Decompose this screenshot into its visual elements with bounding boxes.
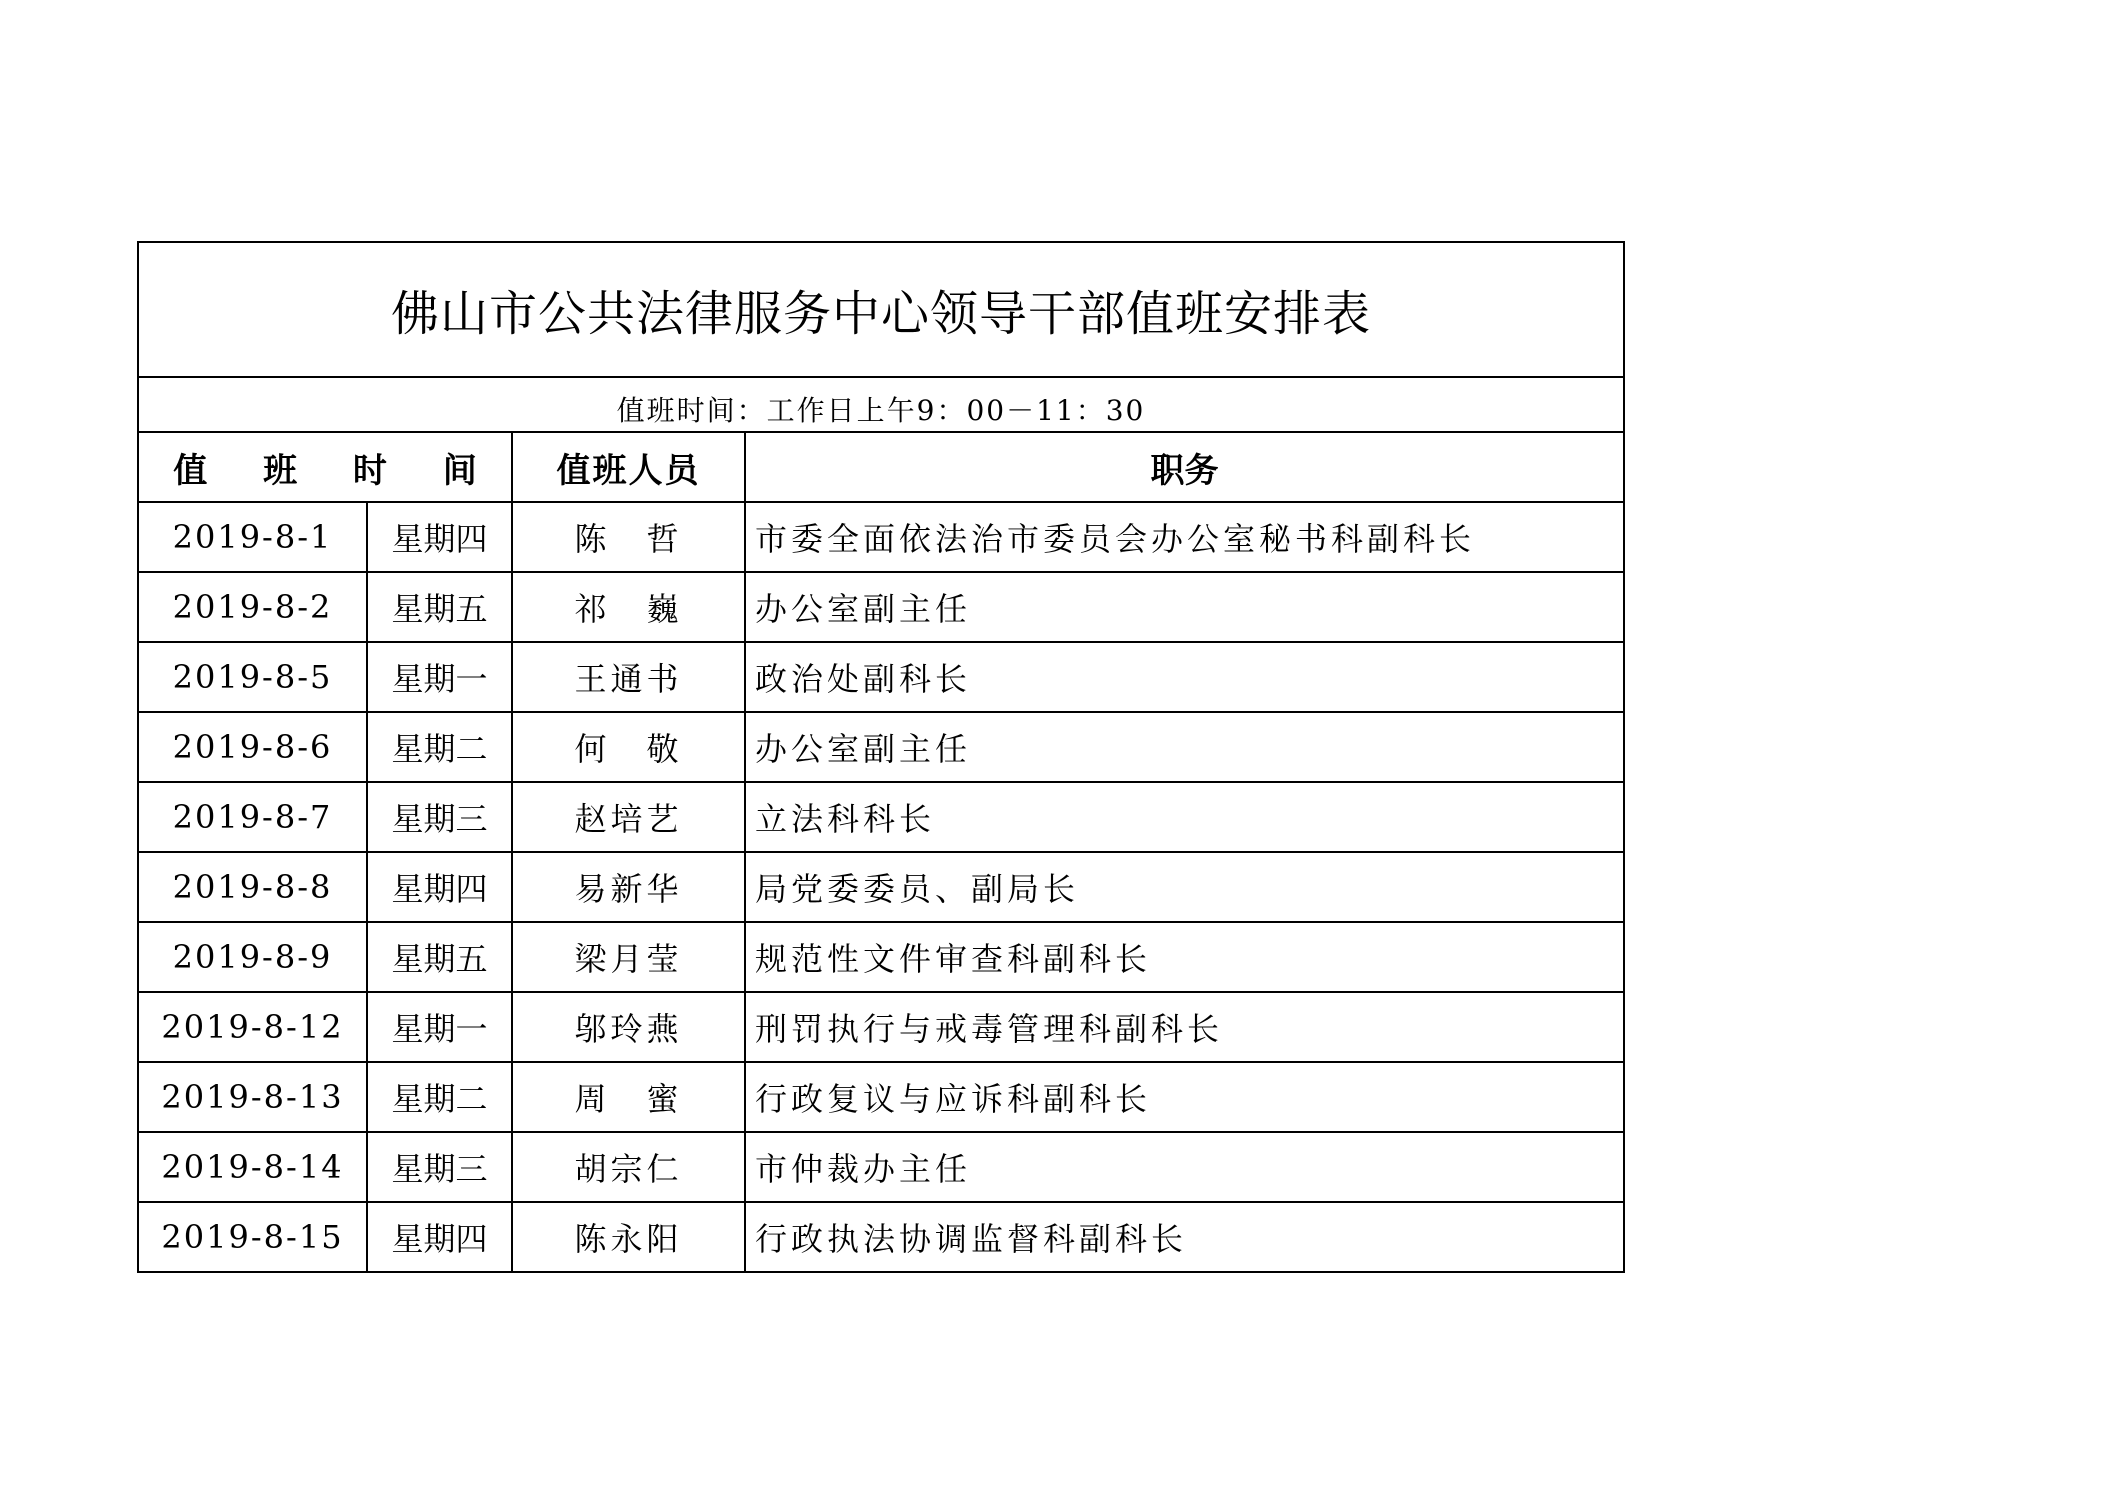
table-row xyxy=(138,1202,1624,1272)
position-cell: 市仲裁办主任 xyxy=(745,1132,1624,1202)
weekday-cell: 星期三 xyxy=(367,782,512,852)
date-cell: 2019-8-7 xyxy=(138,782,367,852)
weekday-cell: 星期三 xyxy=(367,1132,512,1202)
weekday-cell: 星期五 xyxy=(367,572,512,642)
duty-person-cell: 易新华 xyxy=(512,852,745,922)
duty-person-cell: 陈永阳 xyxy=(512,1202,745,1272)
date-cell: 2019-8-12 xyxy=(138,992,367,1062)
duty-person-cell: 梁月莹 xyxy=(512,922,745,992)
weekday-cell: 星期四 xyxy=(367,1202,512,1272)
position-cell: 立法科科长 xyxy=(745,782,1624,852)
position-cell: 行政复议与应诉科副科长 xyxy=(745,1062,1624,1132)
table-row xyxy=(138,992,1624,1062)
date-cell: 2019-8-13 xyxy=(138,1062,367,1132)
date-cell: 2019-8-14 xyxy=(138,1132,367,1202)
header-duty-time: 值 班 时 间 xyxy=(138,432,512,502)
position-cell: 规范性文件审查科副科长 xyxy=(745,922,1624,992)
header-duty-person: 值班人员 xyxy=(512,432,745,502)
date-cell: 2019-8-6 xyxy=(138,712,367,782)
position-cell: 行政执法协调监督科副科长 xyxy=(745,1202,1624,1272)
table-row xyxy=(138,502,1624,572)
weekday-cell: 星期二 xyxy=(367,712,512,782)
table-row xyxy=(138,852,1624,922)
position-cell: 办公室副主任 xyxy=(745,712,1624,782)
date-cell: 2019-8-2 xyxy=(138,572,367,642)
date-cell: 2019-8-5 xyxy=(138,642,367,712)
duty-schedule-table xyxy=(137,241,1625,1273)
duty-person-cell: 祁 巍 xyxy=(512,572,745,642)
position-cell: 刑罚执行与戒毒管理科副科长 xyxy=(745,992,1624,1062)
weekday-cell: 星期一 xyxy=(367,642,512,712)
date-cell: 2019-8-15 xyxy=(138,1202,367,1272)
date-cell: 2019-8-1 xyxy=(138,502,367,572)
table-row xyxy=(138,1132,1624,1202)
duty-person-cell: 周 蜜 xyxy=(512,1062,745,1132)
table-row xyxy=(138,922,1624,992)
duty-person-cell: 王通书 xyxy=(512,642,745,712)
table-row xyxy=(138,782,1624,852)
position-cell: 政治处副科长 xyxy=(745,642,1624,712)
table-row xyxy=(138,572,1624,642)
position-cell: 办公室副主任 xyxy=(745,572,1624,642)
duty-person-cell: 陈 哲 xyxy=(512,502,745,572)
header-position: 职务 xyxy=(745,432,1624,502)
duty-person-cell: 胡宗仁 xyxy=(512,1132,745,1202)
table-row xyxy=(138,642,1624,712)
duty-person-cell: 邬玲燕 xyxy=(512,992,745,1062)
weekday-cell: 星期五 xyxy=(367,922,512,992)
table-title: 佛山市公共法律服务中心领导干部值班安排表 xyxy=(138,242,1624,377)
date-cell: 2019-8-8 xyxy=(138,852,367,922)
weekday-cell: 星期二 xyxy=(367,1062,512,1132)
duty-person-cell: 何 敬 xyxy=(512,712,745,782)
position-cell: 市委全面依法治市委员会办公室秘书科副科长 xyxy=(745,502,1624,572)
table-row xyxy=(138,712,1624,782)
duty-person-cell: 赵培艺 xyxy=(512,782,745,852)
table-row xyxy=(138,1062,1624,1132)
weekday-cell: 星期一 xyxy=(367,992,512,1062)
date-cell: 2019-8-9 xyxy=(138,922,367,992)
position-cell: 局党委委员、副局长 xyxy=(745,852,1624,922)
weekday-cell: 星期四 xyxy=(367,852,512,922)
duty-hours-note: 值班时间：工作日上午9：00－11：30 xyxy=(138,377,1624,432)
weekday-cell: 星期四 xyxy=(367,502,512,572)
